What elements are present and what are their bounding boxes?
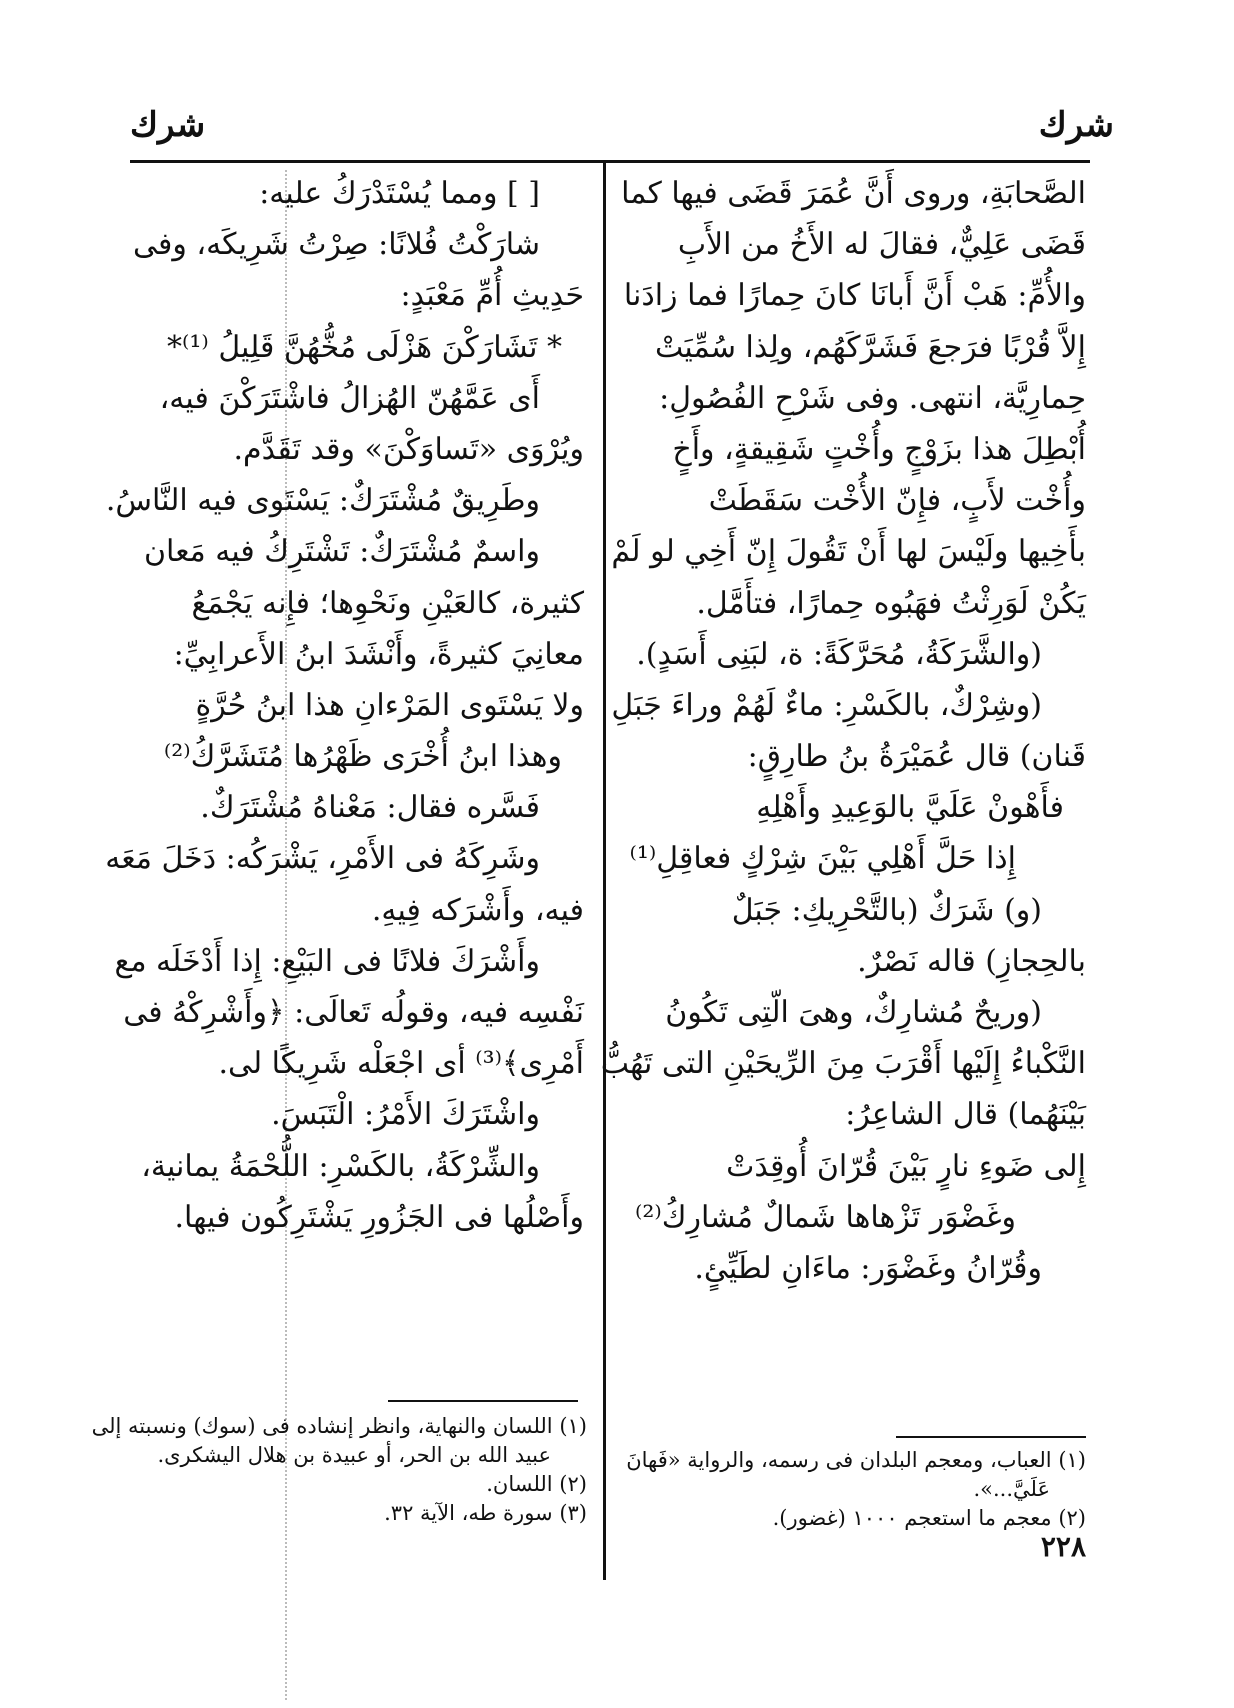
text-line: أَى عَمَّهُنّ الهُزالُ فاشْتَرَكْنَ فيه، [159,380,540,416]
text-line: معانِيَ كثيرةً، وأَنْشَدَ ابنُ الأَعرابِيِّ: [173,636,584,672]
footnote-continuation: عَلَيَّ...». [973,1477,1050,1501]
entry-line: وشَرِكَهُ فى الأَمْرِ، يَشْرَكُه: دَخَلَ مَعَه [105,841,540,877]
text-line: بالحِجازِ) قاله نَصْرٌ. [857,943,1086,979]
text-line: إِلاَّ قُرْبًا فرَجعَ فَشَرَّكَهُم، ولِذا سُمِّيَتْ [654,329,1086,365]
verse-line: ولا يَسْتَوى المَرْءانِ هذا ابنُ حُرَّةٍ [195,687,584,723]
text-line: فيه، وأَشْرَكه فِيهِ. [371,892,584,928]
footnotes-right [626,1446,1086,1533]
text-line: الصَّحابَةِ، وروى أَنَّ عُمَرَ قَضَى فيها كما [621,176,1086,211]
text-line: بَيْنَهُما) قال الشاعِرُ: [845,1097,1086,1133]
text-line: قَضَى عَلِيٌّ، فقالَ له الأَخُ من الأَبِ [677,227,1086,263]
entry-line: وطَرِيقٌ مُشْتَرَكٌ: يَسْتَوى فيه النَّاسُ. [105,483,540,519]
footnote: (٢) معجم ما استعجم ١٠٠٠ (غضور). [772,1506,1086,1530]
section-heading: [ ] ومما يُسْتَدْرَكُ عليه: [259,176,540,211]
footnote-rule-right [896,1436,1086,1438]
entry-line: شارَكْتُ فُلانًا: صِرْتُ شَرِيكَه، وفى [133,227,540,263]
text-line: وأَصْلُها فى الجَزُورِ يَشْتَرِكُون فيها. [174,1199,584,1235]
verse-line: إِذا حَلَّ أَهْلِي بَيْنَ شِرْكٍ فعاقِلِ⁽¹⁾ [629,841,1016,877]
text-line: نَفْسِه فيه، وقولُه تَعالَى: ﴿وأَشْرِكْهُ فى [123,995,584,1030]
verse-line: وهذا ابنُ أُخْرَى ظَهْرُها مُتَشَرَّكُ⁽²⁾ [163,739,562,775]
footnote: (٢) اللسان. [486,1472,587,1496]
text-line: وأُخْت لأَبٍ، فإِنّ الأُخْت سَقَطَتْ [708,483,1086,519]
footnotes-left [91,1412,587,1528]
entry-line: وأَشْرَكَ فلانًا فى البَيْعِ: إِذا أَدْخَلَه مع [114,943,540,979]
entry-line: (و) شَرَكٌ (بالتَّحْرِيكِ: جَبَلٌ [731,892,1042,928]
text-line: قَنان) قال عُمَيْرَةُ بنُ طارِقٍ: [747,739,1086,775]
footnote: (٣) سورة طه، الآية ٣٢. [384,1501,587,1525]
right-column [600,168,1086,1294]
entry-line: (والشَّرَكَةُ، مُحَرَّكَةً: ة، لبَنِى أَسَدٍ). [636,636,1042,672]
column-divider [603,162,606,1580]
entry-line: واشْتَرَكَ الأَمْرُ: الْتَبَسَ. [271,1097,540,1133]
text-line: ويُرْوَى «تَساوَكْنَ» وقد تَقَدَّم. [233,431,584,467]
header-rule [130,160,1090,163]
text-line: حِمارِيَّة، انتهى. وفى شَرْحِ الفُصُولِ: [659,380,1086,416]
entry-line: واسمٌ مُشْتَرَكٌ: تَشْتَرِكُ فيه مَعان [144,534,540,570]
text-line: يَكُنْ لَوَرِثْتُ فهَبُوه حِمارًا، فتأَمَّل. [696,585,1086,621]
text-line: أَمْرِى﴾⁽³⁾ أى اجْعَلْه شَرِيكًا لى. [218,1046,584,1082]
entry-line: (وشِرْكٌ، بالكَسْرِ: ماءٌ لَهُمْ وراءَ جَبَلِ [611,687,1042,723]
text-line: حَدِيثِ أُمِّ مَعْبَدٍ: [400,278,584,314]
header-word-right: شرك [1038,105,1114,145]
header-word-left: شرك [130,105,206,145]
page-number: ٢٢٨ [1040,1530,1086,1563]
text-line: بأَخِيها ولَيْسَ لها أَنْ تَقُولَ إِنّ أَخِي لو لَمْ [611,534,1086,570]
entry-line: والشِّرْكَةُ، بالكَسْرِ: اللُّحْمَةُ يمانية، [141,1148,540,1184]
verse-line: فأَهْونْ عَلَيَّ بالوَعِيدِ وأَهْلِهِ [756,790,1064,826]
text-line: فَسَّره فقال: مَعْناهُ مُشْتَرَكٌ. [200,790,540,826]
verse-line: وغَضْوَر تَزْهاها شَمالٌ مُشارِكُ⁽²⁾ [635,1199,1016,1235]
text-line: وقُرّانُ وغَضْوَر: ماءَانِ لطَيِّئٍ. [694,1250,1042,1286]
verse-line: * تَشَارَكْنَ هَزْلَى مُخُّهُنَّ قَلِيلُ ⁽¹⁾* [167,329,562,365]
footnote: (١) اللسان والنهاية، وانظر إنشاده فى (سوك) ونسبته إلى [91,1414,587,1438]
footnote-rule-left [388,1400,578,1402]
verse-line: إِلى ضَوءِ نارٍ بَيْنَ قُرّانَ أُوقِدَتْ [726,1148,1086,1184]
text-line: والأُمِّ: هَبْ أَنَّ أَبانَا كانَ حِمارًا فما زادَنا [623,278,1086,314]
footnote-continuation: عبيد الله بن الحر، أو عبيدة بن هلال اليشكرى. [157,1443,551,1467]
text-line: النَّكْباءُ إِلَيْها أَقْرَبَ مِنَ الرِّيحَيْنِ التى تَهُبُّ [600,1046,1086,1082]
footnote: (١) العباب، ومعجم البلدان فى رسمه، والرواية «فَهانَ [626,1448,1086,1472]
text-line: كثيرة، كالعَيْنِ ونَحْوِها؛ فإِنه يَجْمَعُ [191,585,584,621]
left-column [105,168,584,1243]
text-line: أُبْطِلَ هذا بزَوْجٍ وأُخْتٍ شَقِيقةٍ، وأَخٍ [672,431,1086,467]
entry-line: (وريحٌ مُشارِكٌ، وهىَ الّتِى تَكُونُ [665,995,1042,1030]
